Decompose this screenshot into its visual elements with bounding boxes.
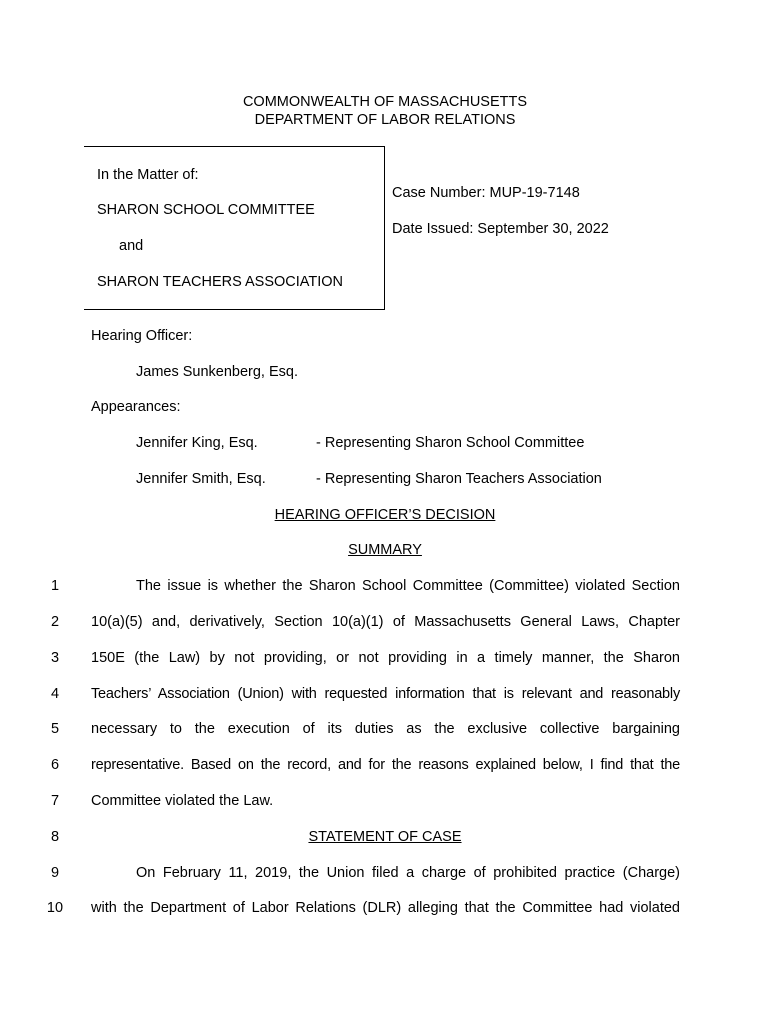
line-number: 6 [50,757,60,773]
line-number: 2 [50,614,60,630]
body-line: Committee violated the Law. [91,793,274,809]
body-line: Teachers’ Association (Union) with requested information that is relevant and reasonably [91,686,680,702]
date-issued: Date Issued: September 30, 2022 [392,221,609,237]
appearances-label: Appearances: [91,399,181,415]
summary-title: SUMMARY [348,542,422,558]
appearance-role: - Representing Sharon School Committee [316,435,585,451]
line-number: 9 [50,865,60,881]
body-line: representative. Based on the record, and for the reasons explained below, I find that the [91,757,680,773]
header-department: DEPARTMENT OF LABOR RELATIONS [254,112,516,128]
appearance-name: Jennifer Smith, Esq. [136,471,266,487]
body-line: On February 11, 2019, the Union filed a charge of prohibited practice (Charge) [136,865,680,881]
in-the-matter-label: In the Matter of: [97,167,199,183]
line-number: 7 [50,793,60,809]
line-number: 4 [50,686,60,702]
decision-title: HEARING OFFICER’S DECISION [274,507,496,523]
hearing-officer-label: Hearing Officer: [91,328,193,344]
party-teachers-association: SHARON TEACHERS ASSOCIATION [97,274,344,290]
statement-of-case-title: STATEMENT OF CASE [308,829,462,845]
line-number: 5 [50,721,60,737]
party-school-committee: SHARON SCHOOL COMMITTEE [97,202,315,218]
line-number: 8 [50,829,60,845]
line-number: 1 [50,578,60,594]
line-number: 10 [46,900,64,916]
header-commonwealth: COMMONWEALTH OF MASSACHUSETTS [242,94,528,110]
and-label: and [119,238,144,254]
appearance-role: - Representing Sharon Teachers Association [316,471,602,487]
body-line: The issue is whether the Sharon School Committee (Committee) violated Section [136,578,680,594]
hearing-officer-name: James Sunkenberg, Esq. [136,364,299,380]
body-line: 10(a)(5) and, derivatively, Section 10(a)(1) of Massachusetts General Laws, Chapter [91,614,680,630]
body-line: necessary to the execution of its duties as the exclusive collective bargaining [91,721,680,737]
body-line: 150E (the Law) by not providing, or not providing in a timely manner, the Sharon [91,650,680,666]
case-number: Case Number: MUP-19-7148 [392,185,580,201]
body-line: with the Department of Labor Relations (DLR) alleging that the Committee had violated [91,900,680,916]
line-number: 3 [50,650,60,666]
appearance-name: Jennifer King, Esq. [136,435,258,451]
